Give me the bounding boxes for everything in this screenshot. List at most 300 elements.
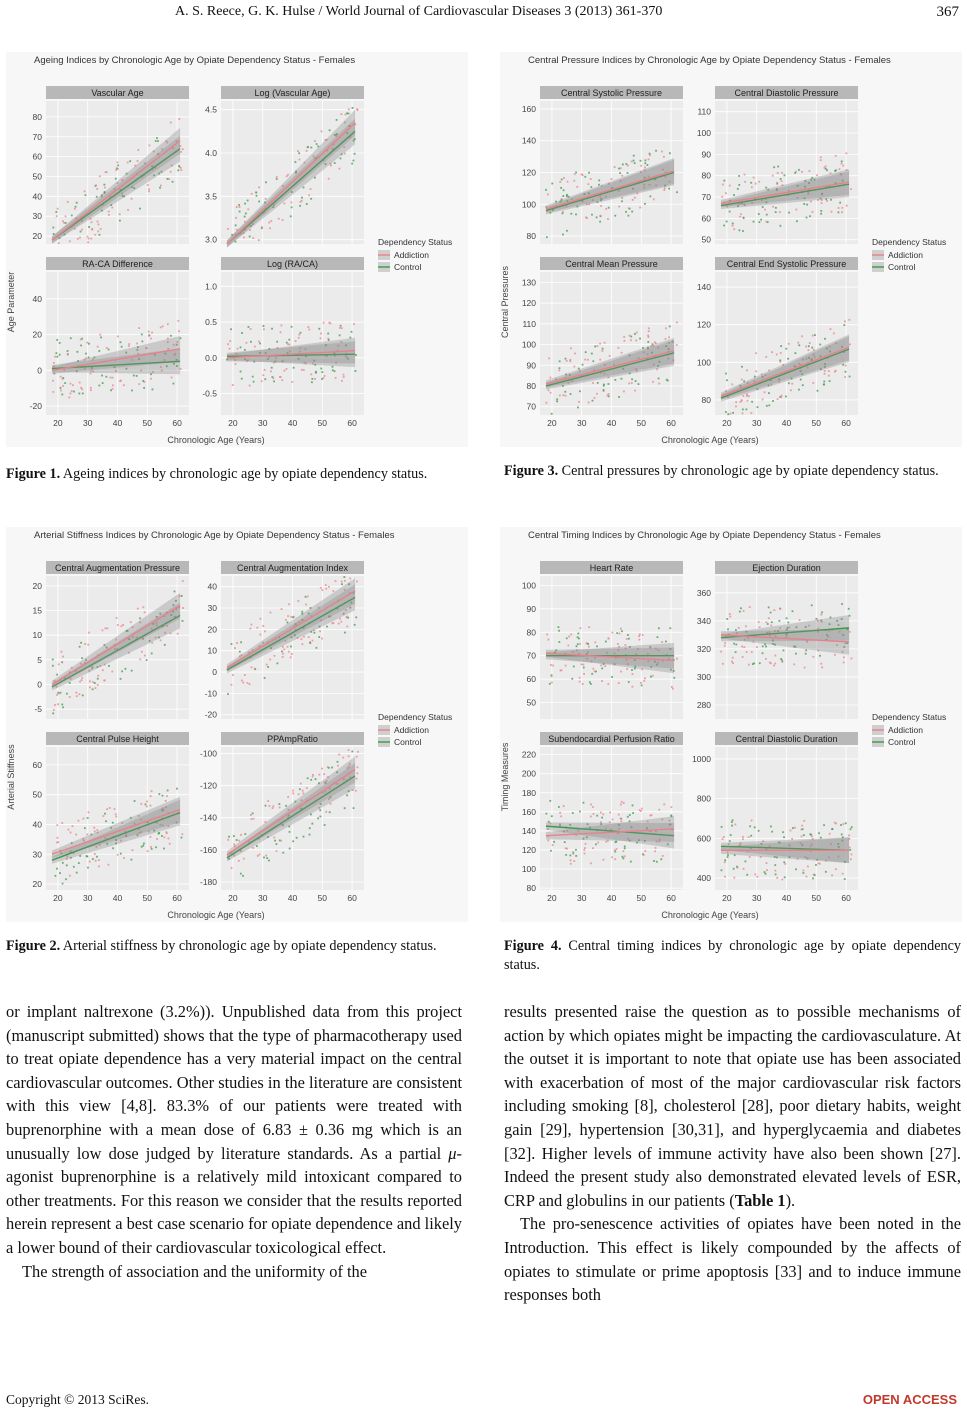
- figure-4-caption: [504, 937, 961, 975]
- data-point: [734, 824, 736, 826]
- data-point: [237, 348, 239, 350]
- data-point: [342, 757, 344, 759]
- data-point: [250, 328, 252, 330]
- data-point: [146, 806, 148, 808]
- data-point: [744, 861, 746, 863]
- data-point: [90, 238, 92, 240]
- data-point: [325, 584, 327, 586]
- data-point: [565, 665, 567, 667]
- data-point: [324, 375, 326, 377]
- data-point: [303, 187, 305, 189]
- data-point: [748, 664, 750, 666]
- data-point: [299, 205, 301, 207]
- data-point: [578, 401, 580, 403]
- facet-panel: [522, 257, 683, 428]
- data-point: [767, 623, 769, 625]
- open-access-badge: OPEN ACCESS: [862, 1392, 957, 1407]
- data-point: [227, 839, 229, 841]
- data-point: [150, 805, 152, 807]
- data-point: [256, 627, 258, 629]
- data-point: [312, 776, 314, 778]
- y-tick-label: 0.0: [205, 352, 217, 363]
- data-point: [151, 642, 153, 644]
- data-point: [117, 161, 119, 163]
- data-point: [53, 709, 55, 711]
- data-point: [139, 617, 141, 619]
- data-point: [726, 618, 728, 620]
- data-point: [632, 199, 634, 201]
- data-point: [119, 213, 121, 215]
- data-point: [57, 208, 59, 210]
- facet-panel: [33, 732, 189, 903]
- data-point: [292, 790, 294, 792]
- data-point: [551, 815, 553, 817]
- data-point: [108, 349, 110, 351]
- y-tick-label: 20: [32, 231, 42, 242]
- data-point: [233, 835, 235, 837]
- data-point: [596, 815, 598, 817]
- y-tick-label: 200: [521, 768, 536, 779]
- data-point: [578, 638, 580, 640]
- data-point: [570, 634, 572, 636]
- y-tick-label: -0.5: [202, 388, 217, 399]
- y-tick-label: -20: [204, 709, 217, 720]
- y-tick-label: 3.5: [205, 191, 217, 202]
- data-point: [111, 671, 113, 673]
- data-point: [759, 662, 761, 664]
- data-point: [559, 360, 561, 362]
- y-tick-label: 400: [696, 873, 711, 884]
- data-point: [819, 344, 821, 346]
- data-point: [579, 643, 581, 645]
- data-point: [170, 122, 172, 124]
- data-point: [793, 663, 795, 665]
- data-point: [61, 661, 63, 663]
- data-point: [791, 838, 793, 840]
- facet-panel: [205, 561, 364, 720]
- data-point: [293, 367, 295, 369]
- data-point: [105, 376, 107, 378]
- data-point: [650, 815, 652, 817]
- data-point: [81, 679, 83, 681]
- data-point: [84, 190, 86, 192]
- data-point: [647, 336, 649, 338]
- data-point: [158, 793, 160, 795]
- y-tick-label: 100: [696, 128, 711, 139]
- data-point: [346, 616, 348, 618]
- figure-3: [500, 52, 962, 447]
- data-point: [735, 644, 737, 646]
- data-point: [259, 343, 261, 345]
- data-point: [227, 693, 229, 695]
- data-point: [731, 661, 733, 663]
- data-point: [739, 611, 741, 613]
- data-point: [810, 201, 812, 203]
- data-point: [765, 621, 767, 623]
- data-point: [549, 683, 551, 685]
- data-point: [310, 198, 312, 200]
- data-point: [346, 794, 348, 796]
- data-point: [137, 608, 139, 610]
- y-tick-label: 40: [32, 191, 42, 202]
- data-point: [764, 391, 766, 393]
- y-tick-label: -20: [29, 401, 42, 412]
- data-point: [565, 395, 567, 397]
- data-point: [301, 197, 303, 199]
- data-point: [579, 681, 581, 683]
- data-point: [851, 658, 853, 660]
- data-point: [744, 174, 746, 176]
- data-point: [629, 335, 631, 337]
- data-point: [665, 641, 667, 643]
- x-tick-label: 60: [172, 893, 182, 903]
- data-point: [551, 183, 553, 185]
- data-point: [842, 823, 844, 825]
- data-point: [618, 168, 620, 170]
- data-point: [264, 677, 266, 679]
- y-tick-label: 600: [696, 833, 711, 844]
- data-point: [267, 800, 269, 802]
- y-tick-label: 160: [521, 103, 536, 114]
- data-point: [738, 175, 740, 177]
- data-point: [156, 137, 158, 139]
- data-point: [806, 217, 808, 219]
- x-tick-label: 40: [287, 893, 298, 903]
- data-point: [115, 813, 117, 815]
- data-point: [738, 184, 740, 186]
- data-point: [325, 811, 327, 813]
- data-point: [102, 382, 104, 384]
- data-point: [79, 646, 81, 648]
- data-point: [584, 847, 586, 849]
- data-point: [820, 837, 822, 839]
- data-point: [590, 683, 592, 685]
- data-point: [624, 848, 626, 850]
- data-point: [559, 812, 561, 814]
- data-point: [264, 630, 266, 632]
- data-point: [250, 624, 252, 626]
- data-point: [587, 643, 589, 645]
- x-tick-label: 50: [636, 893, 647, 903]
- data-point: [733, 228, 735, 230]
- data-point: [627, 634, 629, 636]
- data-point: [301, 638, 303, 640]
- data-point: [824, 373, 826, 375]
- data-point: [89, 687, 91, 689]
- data-point: [131, 670, 133, 672]
- data-point: [62, 385, 64, 387]
- data-point: [621, 197, 623, 199]
- data-point: [271, 328, 273, 330]
- data-point: [755, 352, 757, 354]
- data-point: [590, 186, 592, 188]
- data-point: [740, 607, 742, 609]
- data-point: [340, 325, 342, 327]
- data-point: [596, 645, 598, 647]
- data-point: [562, 394, 564, 396]
- figure-2-caption: [6, 937, 462, 956]
- data-point: [798, 169, 800, 171]
- data-point: [596, 393, 598, 395]
- y-tick-label: 10: [207, 645, 217, 656]
- data-point: [264, 369, 266, 371]
- y-tick-label: 30: [32, 211, 42, 222]
- data-point: [351, 331, 353, 333]
- data-point: [110, 377, 112, 379]
- data-point: [585, 843, 587, 845]
- data-point: [297, 600, 299, 602]
- data-point: [238, 840, 240, 842]
- data-point: [658, 383, 660, 385]
- data-point: [780, 658, 782, 660]
- data-point: [740, 213, 742, 215]
- data-point: [61, 822, 63, 824]
- data-point: [839, 202, 841, 204]
- data-point: [640, 165, 642, 167]
- data-point: [843, 662, 845, 664]
- data-point: [812, 877, 814, 879]
- data-point: [80, 339, 82, 341]
- data-point: [62, 883, 64, 885]
- data-point: [638, 383, 640, 385]
- data-point: [742, 838, 744, 840]
- data-point: [621, 200, 623, 202]
- data-point: [668, 188, 670, 190]
- data-point: [136, 375, 138, 377]
- data-point: [344, 580, 346, 582]
- data-point: [658, 627, 660, 629]
- data-point: [305, 596, 307, 598]
- data-point: [749, 856, 751, 858]
- data-point: [257, 855, 259, 857]
- data-point: [558, 626, 560, 628]
- data-point: [291, 326, 293, 328]
- data-point: [851, 854, 853, 856]
- y-tick-label: 50: [701, 234, 711, 245]
- data-point: [731, 383, 733, 385]
- y-tick-label: 90: [526, 360, 536, 371]
- data-point: [751, 651, 753, 653]
- data-point: [574, 173, 576, 175]
- data-point: [299, 788, 301, 790]
- data-point: [849, 849, 851, 851]
- data-point: [120, 678, 122, 680]
- data-point: [313, 632, 315, 634]
- data-point: [584, 359, 586, 361]
- data-point: [287, 646, 289, 648]
- data-point: [265, 181, 267, 183]
- data-point: [282, 852, 284, 854]
- data-point: [88, 632, 90, 634]
- data-point: [169, 843, 171, 845]
- facet-panel: [522, 86, 683, 244]
- x-tick-label: 50: [636, 418, 647, 428]
- x-tick-label: 20: [53, 893, 63, 903]
- data-point: [566, 230, 568, 232]
- y-tick-label: 50: [32, 171, 42, 182]
- data-point: [652, 381, 654, 383]
- data-point: [123, 857, 125, 859]
- facet-panel: [697, 257, 858, 428]
- data-point: [272, 807, 274, 809]
- data-point: [62, 656, 64, 658]
- data-point: [94, 853, 96, 855]
- table-reference[interactable]: Table 1: [734, 1190, 786, 1210]
- panel-title: Log (RA/CA): [266, 259, 319, 269]
- data-point: [783, 836, 785, 838]
- data-point: [781, 395, 783, 397]
- data-point: [565, 847, 567, 849]
- data-point: [151, 848, 153, 850]
- data-point: [344, 807, 346, 809]
- figure-1: [6, 52, 468, 447]
- data-point: [765, 221, 767, 223]
- data-point: [562, 211, 564, 213]
- data-point: [70, 337, 72, 339]
- data-point: [106, 347, 108, 349]
- data-point: [665, 327, 667, 329]
- data-point: [119, 380, 121, 382]
- data-point: [742, 409, 744, 411]
- data-point: [599, 359, 601, 361]
- data-point: [586, 642, 588, 644]
- data-point: [114, 808, 116, 810]
- data-point: [607, 683, 609, 685]
- data-point: [657, 636, 659, 638]
- data-point: [559, 395, 561, 397]
- data-point: [270, 370, 272, 372]
- y-tick-label: -140: [199, 812, 217, 823]
- data-point: [245, 213, 247, 215]
- data-point: [558, 630, 560, 632]
- data-point: [616, 632, 618, 634]
- data-point: [600, 812, 602, 814]
- data-point: [792, 827, 794, 829]
- data-point: [80, 642, 82, 644]
- x-tick-label: 20: [547, 418, 557, 428]
- data-point: [671, 686, 673, 688]
- data-point: [65, 878, 67, 880]
- data-point: [766, 405, 768, 407]
- data-point: [259, 618, 261, 620]
- data-point: [104, 627, 106, 629]
- data-point: [831, 211, 833, 213]
- facet-panel: [692, 732, 858, 903]
- data-point: [112, 847, 114, 849]
- data-point: [569, 855, 571, 857]
- data-point: [572, 851, 574, 853]
- data-point: [774, 655, 776, 657]
- data-point: [631, 686, 633, 688]
- data-point: [751, 412, 753, 414]
- data-point: [250, 814, 252, 816]
- data-point: [307, 326, 309, 328]
- data-point: [729, 613, 731, 615]
- x-tick-label: 30: [751, 893, 762, 903]
- data-point: [67, 201, 69, 203]
- data-point: [356, 756, 358, 758]
- data-point: [723, 225, 725, 227]
- data-point: [599, 343, 601, 345]
- data-point: [59, 872, 61, 874]
- data-point: [745, 408, 747, 410]
- data-point: [239, 206, 241, 208]
- data-point: [158, 832, 160, 834]
- data-point: [602, 813, 604, 815]
- y-tick-label: 80: [701, 170, 711, 181]
- data-point: [337, 761, 339, 763]
- data-point: [596, 217, 598, 219]
- legend-title: Dependency Status: [872, 237, 947, 247]
- y-tick-label: -5: [34, 704, 42, 715]
- data-point: [578, 368, 580, 370]
- data-point: [750, 182, 752, 184]
- data-point: [167, 790, 169, 792]
- data-point: [148, 335, 150, 337]
- data-point: [644, 162, 646, 164]
- data-point: [86, 342, 88, 344]
- data-point: [618, 206, 620, 208]
- data-point: [231, 643, 233, 645]
- data-point: [742, 230, 744, 232]
- legend-label: Control: [394, 737, 422, 747]
- data-point: [168, 838, 170, 840]
- data-point: [808, 170, 810, 172]
- data-point: [81, 677, 83, 679]
- data-point: [235, 217, 237, 219]
- figure-title: Central Pressure Indices by Chronologic Age by Opiate Dependency Status - Females: [528, 55, 891, 66]
- data-point: [804, 667, 806, 669]
- data-point: [808, 345, 810, 347]
- data-point: [319, 630, 321, 632]
- data-point: [131, 859, 133, 861]
- y-tick-label: 90: [701, 149, 711, 160]
- data-point: [300, 332, 302, 334]
- panel-title: RA-CA Difference: [82, 259, 153, 269]
- data-point: [52, 227, 54, 229]
- y-tick-label: 20: [32, 879, 42, 890]
- data-point: [783, 649, 785, 651]
- data-point: [61, 394, 63, 396]
- data-point: [67, 353, 69, 355]
- data-point: [338, 754, 340, 756]
- data-point: [773, 665, 775, 667]
- x-tick-label: 50: [142, 418, 153, 428]
- data-point: [668, 336, 670, 338]
- data-point: [62, 378, 64, 380]
- data-point: [115, 169, 117, 171]
- data-point: [119, 220, 121, 222]
- data-point: [605, 208, 607, 210]
- data-point: [263, 328, 265, 330]
- data-point: [265, 805, 267, 807]
- data-point: [230, 328, 232, 330]
- panel-title: Ejection Duration: [752, 563, 821, 573]
- x-tick-label: 50: [142, 893, 153, 903]
- data-point: [334, 162, 336, 164]
- y-tick-label: -10: [204, 688, 217, 699]
- data-point: [249, 683, 251, 685]
- data-point: [250, 628, 252, 630]
- data-point: [120, 625, 122, 627]
- data-point: [737, 188, 739, 190]
- data-point: [88, 238, 90, 240]
- data-point: [820, 213, 822, 215]
- data-point: [777, 166, 779, 168]
- data-point: [598, 184, 600, 186]
- caption-text: Central timing indices by chronologic age by opiate dependency status.: [504, 938, 961, 973]
- facet-panel: [697, 86, 858, 245]
